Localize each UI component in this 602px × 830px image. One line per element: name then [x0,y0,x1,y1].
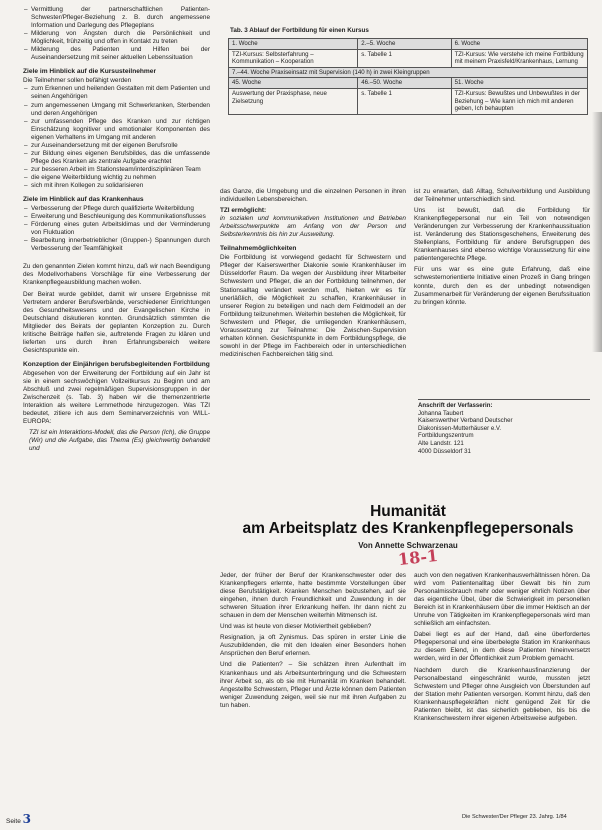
section-heading: Ziele im Hinblick auf die Kursusteilnehmer [23,68,157,76]
list-item: – zur Bildung eines eigenen Berufsbildes, das die umfassende Pflege des Kranken als zentrale Aufgabe erachtet [31,150,210,166]
table-row [229,49,588,67]
table-cell: s. Tabelle 1 [358,88,451,114]
paragraph: Die Fortbildung ist vorwiegend gedacht für Schwestern und Pfleger der Kaiserswerther Diakonie sowie Krankenhäuser im Düsseldorfer Raum. Da wegen der Ausbildung ihrer Mitarbeiter Schwestern und Pfleger, die an der Fortbildung teilnehmen, der Stationsalltag verändert werden muß, hielten wir es für unerläßlich, die Möglichkeit zu schaffen, Krankenhäuser in unserer Region zu beteiligen und nach dem Feldmodell an der Fortbildung teilzunehmen. Weiterhin bestehen die Möglichkeit, für Schwestern und Pfleger, die umliegenden Krankenhäusern, Voraussetzung zur Teilnahme: Die Zwischen-Supervision erhalten können. Gesichtspunkte in dem Fortbildungspflege, die sowohl in der Pflege im Fachbereich oder in unterschiedlichen medizinischen Fachbereichen tätig sind. [220,254,406,358]
section-heading: Ziele im Hinblick auf das Krankenhaus [23,196,144,204]
krankenhaus-list [23,205,210,253]
address-line: Diakonissen-Mutterhäuser e.V. [418,424,502,432]
list-item: – Verbesserung der Pflege durch qualifizierte Weiterbildung [31,205,210,213]
table-cell: s. Tabelle 1 [358,49,451,67]
author-byline: Von Annette Schwarzenau [358,541,458,550]
paragraph: das Ganze, die Umgebung und die einzelnen Personen in ihren individuellen Lebensbereichen. [220,188,406,204]
paragraph: Resignation, ja oft Zynismus. Das spüren in erster Linie die Auszubildenden, die mit den Idealen einer Besonders hohen Ansprüchen den Beruf erlernen. [220,634,406,658]
left-top-list [23,6,210,62]
paragraph: TZI ermöglicht: [220,207,267,215]
right-column [414,188,590,310]
list-item: – Förderung eines guten Arbeitsklimas und der Verminderung von Fluktuation [31,221,210,237]
list-item: – Vermittlung der partnerschaftlichen Patienten-Schwester/Pfleger-Beziehung z. B. durch angemessene Information und Darlegung des Pflegeplans [31,6,210,30]
table-cell: TZI-Kursus: Bewußtes und Unbewußtes in der Beziehung – Wie kann ich mich mit anderen geben, Ich behaupten [451,88,587,114]
table-row [229,39,588,50]
paragraph: ist zu erwarten, daß Alltag, Schulverbildung und Ausbildung der Teilnehmer unterschiedlich sind. [414,188,590,204]
page-number [6,812,31,826]
headline-line: Humanität [370,503,446,520]
page-prefix: Seite [6,818,21,825]
list-item: – zur Auseinandersetzung mit der eigenen Berufsrolle [31,142,210,150]
list-item: – zum Erkennen und heilenden Gestalten mit dem Patienten und seinen Angehörigen [31,85,210,101]
paragraph: Nachdem durch die Krankenhausfinanzierung der Personalbestand eingeschränkt wurde, mussten jetzt Schwestern und Pfleger ohne Ausgleich von Überstunden auf der Station mehr Patienten versorgen. Kommt hinzu, daß den Krankenhauspflegekräften nicht genügend Zeit für die Patienten bleibt, ist das sicherlich geblieben, bis bis die Krankenschwestern ihrer eigenen Arbeitsweise aufgeben. [414,666,590,722]
list-item: – Bearbeitung innerbetrieblicher (Gruppen-) Spannungen durch Verbesserung der Teamfähigkeit [31,237,210,253]
paragraph: in sozialen und kommunikativen Institutionen und Betrieben Arbeitsschwerpunkte am Anfang von der Person und Selbsterkenntnis bis hin zur Ausweitung. [220,215,406,239]
headline-line: am Arbeitsplatz des Krankenpflegepersonals [242,520,574,537]
left-column [23,6,210,456]
table-cell: 45. Woche [229,78,358,89]
page-number-value: 3 [22,812,31,826]
handwritten-mark: 18-1 [397,545,439,570]
middle-column [220,188,406,362]
list-item: – Milderung des Patienten und Hilfen bei der Auseinandersetzung mit seiner aktuellen Lebenssituation [31,46,210,62]
list-item: – zum angemessenen Umgang mit Schwerkranken, Sterbenden und deren Angehörigen [31,102,210,118]
address-line: Johanna Taubert [418,409,464,417]
table-cell: Auswertung der Praxisphase, neue Zielsetzung [229,88,358,114]
paragraph: Jeder, der früher der Beruf der Krankenschwester oder des Krankenpflegers erlernte, hatte bestimmte Vorstellungen über diese Berufstätigkeit. Kranken Menschen beizustehen, auf sie eingehen, ihnen durch Freundlichkeit und Zuwendung in der schweren Situation ihrer Erkrankung helfen. Ihr dann nicht zu schauen in dem der Menschen weiterhin Mitmensch ist. [220,572,406,620]
scan-shadow [592,112,602,352]
table-cell: 6. Woche [451,39,587,50]
bottom-middle-column [220,572,406,713]
author-address-box [418,399,590,455]
paragraph: Zu den genannten Zielen kommt hinzu, daß wir nach Beendigung des Modellvorhabens Vorschläge für eine Verbesserung der Krankenpflegeausbildung machen wollen. [23,263,210,287]
article-headline [218,503,598,537]
paragraph: Für uns war es eine gute Erfahrung, daß eine schwesternorientierte Initiative einen Prozeß in Gang bringen konnte, durch den es der unbedingt notwendigen Zusammenarbeit für Veränderung der eigenen Berufssituation zu bringen könnte. [414,266,590,306]
table-cell: 46.–50. Woche [358,78,451,89]
list-item: – die eigene Weiterbildung wichtig zu nehmen [31,174,210,182]
table-cell: 2.–5. Woche [358,39,451,50]
address-line: 4000 Düsseldorf 31 [418,447,471,455]
table-row [229,78,588,89]
table-cell: 51. Woche [451,78,587,89]
list-item: – Erweiterung und Beschleunigung des Kommunikationsflusses [31,213,210,221]
paragraph: Der Beirat wurde gebildet, damit wir unsere Ergebnisse mit Vertretern anderer Berufsverbände, verschiedener Einrichtungen des Gesundheitswesens und der Evangelischen Kirche in Deutschland diskutieren konnten. Grundsätzlich stimmten die Mitglieder des Beirats der geplanten Konzeption zu. Durch kritische Beiträge halfen sie, auftretende Fragen zu klären und lieferten uns durch ihren Erfahrungsbereich weitere Gesichtspunkte ein. [23,290,210,354]
table-caption: Tab. 3 Ablauf der Fortbildung für einen Kursus [230,27,369,34]
address-title: Anschrift der Verfasserin: [418,402,493,409]
journal-footer: Die Schwester/Der Pfleger 23. Jahrg. 1/84 [462,814,567,820]
list-item: – Milderung von Ängsten durch die Persönlichkeit und Möglichkeit, frühzeitig und offen in Kontakt zu treten [31,30,210,46]
section-heading: Konzeption der Einjährigen berufsbegleitenden Fortbildung [23,360,210,368]
paragraph: Die Teilnehmer sollen befähigt werden [23,77,132,85]
table-cell: 7.–44. Woche Praxiseinsatz mit Supervision (140 h) in zwei Kleingruppen [229,67,588,78]
list-item: – sich mit ihren Kollegen zu solidarisieren [31,182,210,190]
table-row [229,88,588,114]
paragraph: Uns ist bewußt, daß die Fortbildung für Krankenpflegepersonal nur ein Teil von notwendigen Veränderungen zur Verbesserung der Krankenhaussituation ist. Veränderung des Stationsgeschehens, Erweiterung des Stellenplans, Fortbildung für andere Berufsgruppen des Krankenhauses sind ebenso wichtige Voraussetzung für eine patientengerechte Pflege. [414,207,590,263]
paragraph: auch von den negativen Krankenhausverhältnissen hören. Da wird vom Patientenalltag über Gewalt bis hin zum Personalmissbrauch mehr oder weniger ehrlich Notizen über das eigentliche Übel, über die Schwierigkeit im personellen Bereich ist in Krankenhäusern über die immer Hektisch an der Unruhe von Tätigkeiten im Krankenpflegepersonals wird man schließlich am einfachsten. [414,572,590,628]
paragraph: Und die Patienten? – Sie schätzen ihren Aufenthalt im Krankenhaus und als Arbeitsunterbringung und die Schwestern ihrer Arbeit so, als ob sie mit Humanität im Kranken behandelt. Angestellte Schwestern, Pfleger und Ärzte können dem Patienten weniger Zuwendung zeigen, weil sie nur mit ihren Aufgaben zu tun haben. [220,661,406,709]
quote-paragraph: TZI ist ein Interaktions-Modell, das die Person (Ich), die Gruppe (Wir) und die Aufgabe, das Thema (Es) gleichwertig behandelt und [29,429,210,453]
address-line: Kaiserswerther Verband Deutscher [418,417,513,425]
paragraph: Und was ist heute von dieser Motiviertheit geblieben? [220,623,372,631]
paragraph: Dabei liegt es auf der Hand, daß eine überfordertes Pflegepersonal und eine überbelegte Station im Krankenhaus zu diesem Elend, in dem diese Patienten hineinversetzt werden, wird in der Öffentlichkeit zum Problem gemacht. [414,631,590,663]
list-item: – zur besseren Arbeit im Stationsteam/interdisziplinären Team [31,166,210,174]
table-row [229,67,588,78]
schedule-table [228,38,588,115]
table-cell: TZI-Kursus: Selbsterfahrung – Kommunikation – Kooperation [229,49,358,67]
bottom-right-column [414,572,590,726]
section-heading: Teilnahmemöglichkeiten [220,245,297,253]
table-cell: 1. Woche [229,39,358,50]
paragraph: Abgesehen von der Erweiterung der Fortbildung auf ein Jahr ist sie in einem sechswöchigen Vollzeitkursus zu Beginn und am Abschluß und zwei regelmäßigen Supervisionsgruppen in der Zwischenzeit (s. Tab. 3) haben wir die themenzentrierte Interaktion als weitere Lernmethode hinzugezogen. Was TZI bedeutet, zitiere ich aus dem Seminarverzeichnis von WILL-EUROPA: [23,369,210,426]
table-cell: TZI-Kursus: Wie verstehe ich meine Fortbildung mit meinem Praxisfeld/Krankenhaus, Lernung [451,49,587,67]
address-line: Fortbildungszentrum [418,432,474,440]
list-item: – zur umfassenden Pflege des Kranken und zur richtigen Einschätzung kognitiver und emotionaler Komponenten des eigenen Verhaltens im Umgang mit anderen [31,118,210,142]
address-line: Alte Landstr. 121 [418,439,464,447]
teilnehmer-list [23,85,210,190]
